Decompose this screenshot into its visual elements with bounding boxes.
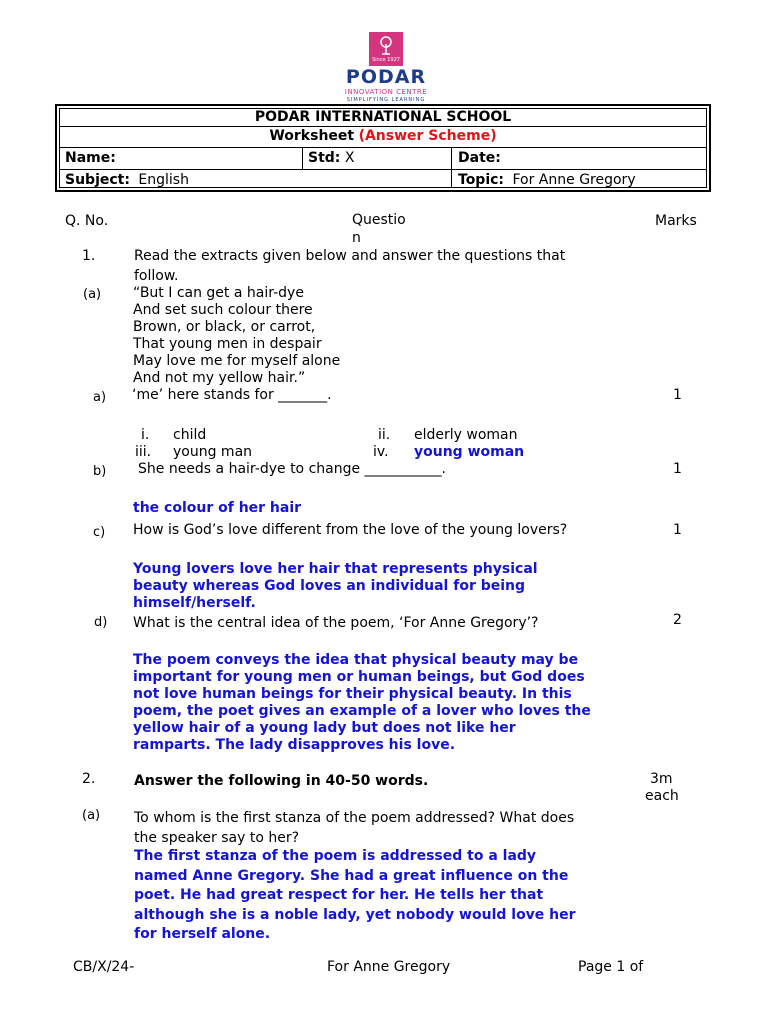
tree-icon xyxy=(378,36,394,56)
q2a-label: (a) xyxy=(82,808,101,823)
q1d-marks: 2 xyxy=(673,612,682,628)
option-num: iv. xyxy=(373,444,389,460)
name-label: Name: xyxy=(65,150,116,166)
q1c-answer xyxy=(133,561,538,612)
q2a-question xyxy=(134,808,574,848)
topic-value: For Anne Gregory xyxy=(512,172,636,188)
worksheet-label: Worksheet xyxy=(269,128,355,144)
answer-scheme-label: (Answer Scheme) xyxy=(358,128,497,144)
q2-marks-each: each xyxy=(645,788,679,804)
extract-line: And set such colour there xyxy=(133,302,313,318)
std-field xyxy=(308,149,354,167)
subject-field xyxy=(65,171,189,189)
q1a-question: ‘me’ here stands for _______. xyxy=(132,387,332,403)
option-text: elderly woman xyxy=(414,427,518,443)
q1b-answer: the colour of her hair xyxy=(133,500,302,516)
footer-code: CB/X/24- xyxy=(73,959,135,975)
q1b-question: She needs a hair-dye to change ___________. xyxy=(138,461,446,477)
col-qno: Q. No. xyxy=(65,213,109,229)
q2-number: 2. xyxy=(82,771,96,787)
q1c-marks: 1 xyxy=(673,522,682,538)
answer-line: ramparts. The lady disapproves his love. xyxy=(133,737,456,753)
answer-line: although she is a noble lady, yet nobody would love her xyxy=(134,906,576,923)
answer-line: for herself alone. xyxy=(134,926,271,943)
answer-line: The first stanza of the poem is addressed to a lady xyxy=(134,848,537,864)
option-text-correct: young woman xyxy=(414,444,525,460)
logo-name: PODAR xyxy=(345,66,427,88)
q1a-marks: 1 xyxy=(673,387,682,403)
extract-line: “But I can get a hair-dye xyxy=(133,285,304,301)
header-divider xyxy=(59,147,707,148)
logo-badge xyxy=(369,32,403,66)
q1-instruction-1: Read the extracts given below and answer the questions that xyxy=(134,248,566,264)
answer-line: not love human beings for their physical beauty. In this xyxy=(133,686,572,702)
answer-line: himself/herself. xyxy=(133,595,256,611)
extract-line: That young men in despair xyxy=(133,336,322,352)
q1b-label: b) xyxy=(93,464,107,479)
extract xyxy=(133,285,340,387)
option-text: child xyxy=(173,427,207,443)
header-divider xyxy=(302,147,303,169)
header-divider xyxy=(59,169,707,170)
option-num: iii. xyxy=(135,444,152,460)
q1-part-a: (a) xyxy=(83,287,102,302)
q1-number: 1. xyxy=(82,248,96,264)
option-text: young man xyxy=(173,444,253,460)
std-value: X xyxy=(344,150,355,166)
q1d-answer xyxy=(133,652,640,754)
q1-instruction-2: follow. xyxy=(134,268,179,284)
answer-line: poet. He had great respect for her. He tells her that xyxy=(134,887,544,904)
extract-line: And not my yellow hair.” xyxy=(133,370,306,386)
q1d-label: d) xyxy=(94,615,108,630)
footer-page: Page 1 of xyxy=(578,959,644,975)
std-label: Std: xyxy=(308,150,341,166)
q1a-label: a) xyxy=(93,390,107,405)
logo-since: Since 1927 xyxy=(372,57,400,63)
subject-value: English xyxy=(138,172,189,188)
worksheet-title xyxy=(59,127,707,145)
option-num: ii. xyxy=(378,427,391,443)
logo-tagline: SIMPLIFYING LEARNING xyxy=(346,97,426,103)
answer-line: beauty whereas God loves an individual for being xyxy=(133,578,526,594)
extract-line: May love me for myself alone xyxy=(133,353,341,369)
header-divider xyxy=(451,147,452,188)
answer-line: The poem conveys the idea that physical beauty may be xyxy=(133,652,579,668)
school-name: PODAR INTERNATIONAL SCHOOL xyxy=(254,109,512,125)
option-num: i. xyxy=(141,427,150,443)
col-marks: Marks xyxy=(655,213,697,229)
subject-label: Subject: xyxy=(65,172,130,188)
col-question: Questio xyxy=(352,212,406,228)
topic-label: Topic: xyxy=(458,172,505,188)
footer-title: For Anne Gregory xyxy=(327,959,451,975)
q2a-answer xyxy=(134,847,640,945)
logo-subtitle: INNOVATION CENTRE xyxy=(344,88,428,96)
extract-line: Brown, or black, or carrot, xyxy=(133,319,316,335)
answer-line: yellow hair of a young lady but does not like her xyxy=(133,720,516,736)
date-label: Date: xyxy=(458,150,501,166)
col-question-wrap: n xyxy=(352,230,361,246)
question-line: the speaker say to her? xyxy=(134,830,300,846)
q1c-label: c) xyxy=(93,525,106,540)
q1d-question: What is the central idea of the poem, ‘For Anne Gregory’? xyxy=(133,615,539,631)
q2-instruction: Answer the following in 40-50 words. xyxy=(134,773,429,789)
question-line: To whom is the first stanza of the poem addressed? What does xyxy=(134,810,575,826)
q1c-question: How is God’s love different from the love of the young lovers? xyxy=(133,522,568,538)
answer-line: important for young men or human beings, but God does xyxy=(133,669,585,685)
answer-line: named Anne Gregory. She had a great influence on the xyxy=(134,867,569,884)
answer-line: Young lovers love her hair that represents physical xyxy=(133,561,538,577)
topic-field xyxy=(458,171,636,189)
answer-line: poem, the poet gives an example of a lover who loves the xyxy=(133,703,591,719)
q2-marks: 3m xyxy=(650,771,673,787)
q1b-marks: 1 xyxy=(673,461,682,477)
